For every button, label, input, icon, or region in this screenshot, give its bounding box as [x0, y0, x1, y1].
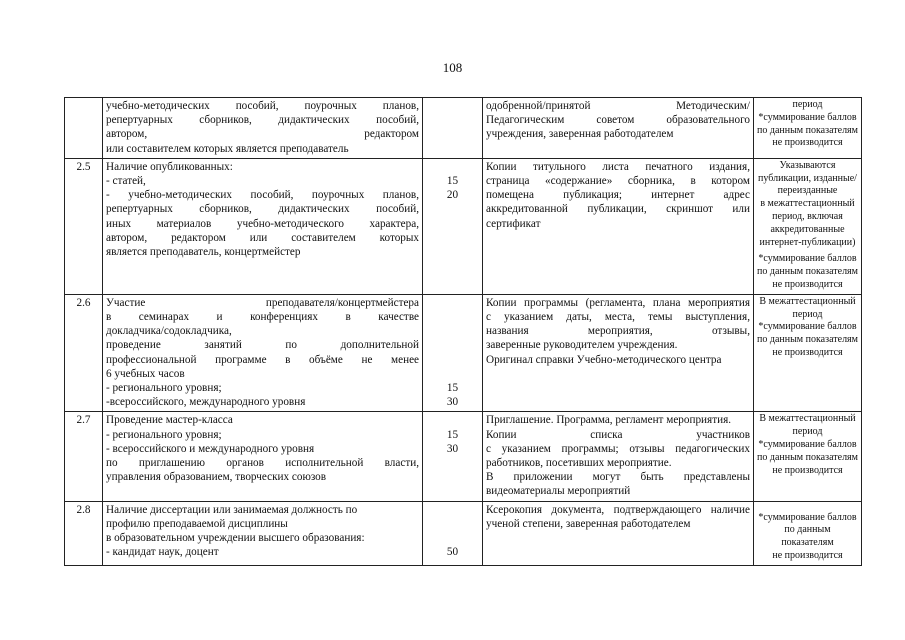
note: период *суммирование баллов по данным показателям не производится — [754, 98, 862, 159]
table-row — [65, 158, 862, 294]
note: В межаттестационный период *суммирование баллов по данным показателям не производится — [754, 412, 862, 501]
row-number: 2.8 — [65, 501, 103, 565]
criterion-name: Проведение мастер-класса - регионального уровня; - всероссийского и международного уровня по приглашению органов исполнительной власти, управления образованием, творческих союзов — [103, 412, 423, 501]
score: 50 — [423, 501, 483, 565]
required-documents: Приглашение. Программа, регламент мероприятия. Копии списка участников с указанием программы; отзывы педагогических работников, посетивших мероприятие. В приложении могут быть представлены видеоматериалы мероприятий — [483, 412, 754, 501]
criterion-name: Наличие диссертации или занимаемая должность по профилю преподаваемой дисциплины в образовательном учреждении высшего образования: - кандидат наук, доцент — [103, 501, 423, 565]
score: 15 30 — [423, 294, 483, 412]
criterion-name: Участие преподавателя/концертмейстера в семинарах и конференциях в качестве докладчика/содокладчика, проведение занятий по дополнительной профессиональной программе в объёме не менее 6 учебных часов - регионального уровня; -всероссийского, международного уровня — [103, 294, 423, 412]
required-documents: Ксерокопия документа, подтверждающего наличие ученой степени, заверенная работодателем — [483, 501, 754, 565]
table-row — [65, 98, 862, 159]
required-documents: одобренной/принятой Методическим/ Педагогическим советом образовательного учреждения, заверенная работодателем — [483, 98, 754, 159]
required-documents: Копии программы (регламента, плана мероприятия с указанием даты, места, темы выступления, названия мероприятия, отзывы, заверенные руководителем учреждения. Оригинал справки Учебно-методического центра — [483, 294, 754, 412]
note: *суммирование баллов по данным показателям не производится — [754, 501, 862, 565]
page-number: 108 — [442, 60, 463, 75]
criteria-table — [64, 97, 862, 566]
note: В межаттестационный период *суммирование баллов по данным показателям не производится — [754, 294, 862, 412]
row-number: 2.7 — [65, 412, 103, 501]
row-number: 2.5 — [65, 158, 103, 294]
score: 15 30 — [423, 412, 483, 501]
score: 15 20 — [423, 158, 483, 294]
table-row — [65, 412, 862, 501]
row-number — [65, 98, 103, 159]
note: Указываются публикации, изданные/ переизданные в межаттестационный период, включая аккредитованные интернет-публикации) *суммирование баллов по данным показателям не производится — [754, 158, 862, 294]
table-row — [65, 294, 862, 412]
table-row — [65, 501, 862, 565]
criterion-name: Наличие опубликованных: - статей, - учебно-методических пособий, поурочных планов, репертуарных сборников, дидактических пособий, иных материалов учебно-методического характера, автором, редактором или составителем которых является преподаватель, концертмейстер — [103, 158, 423, 294]
score — [423, 98, 483, 159]
required-documents: Копии титульного листа печатного издания, страница «содержание» сборника, в котором помещена публикация; интернет адрес аккредитованной публикации, скриншот или сертификат — [483, 158, 754, 294]
row-number: 2.6 — [65, 294, 103, 412]
criterion-name: учебно-методических пособий, поурочных планов, репертуарных сборников, дидактических пособий, автором, редактором или составителем которых является преподаватель — [103, 98, 423, 159]
